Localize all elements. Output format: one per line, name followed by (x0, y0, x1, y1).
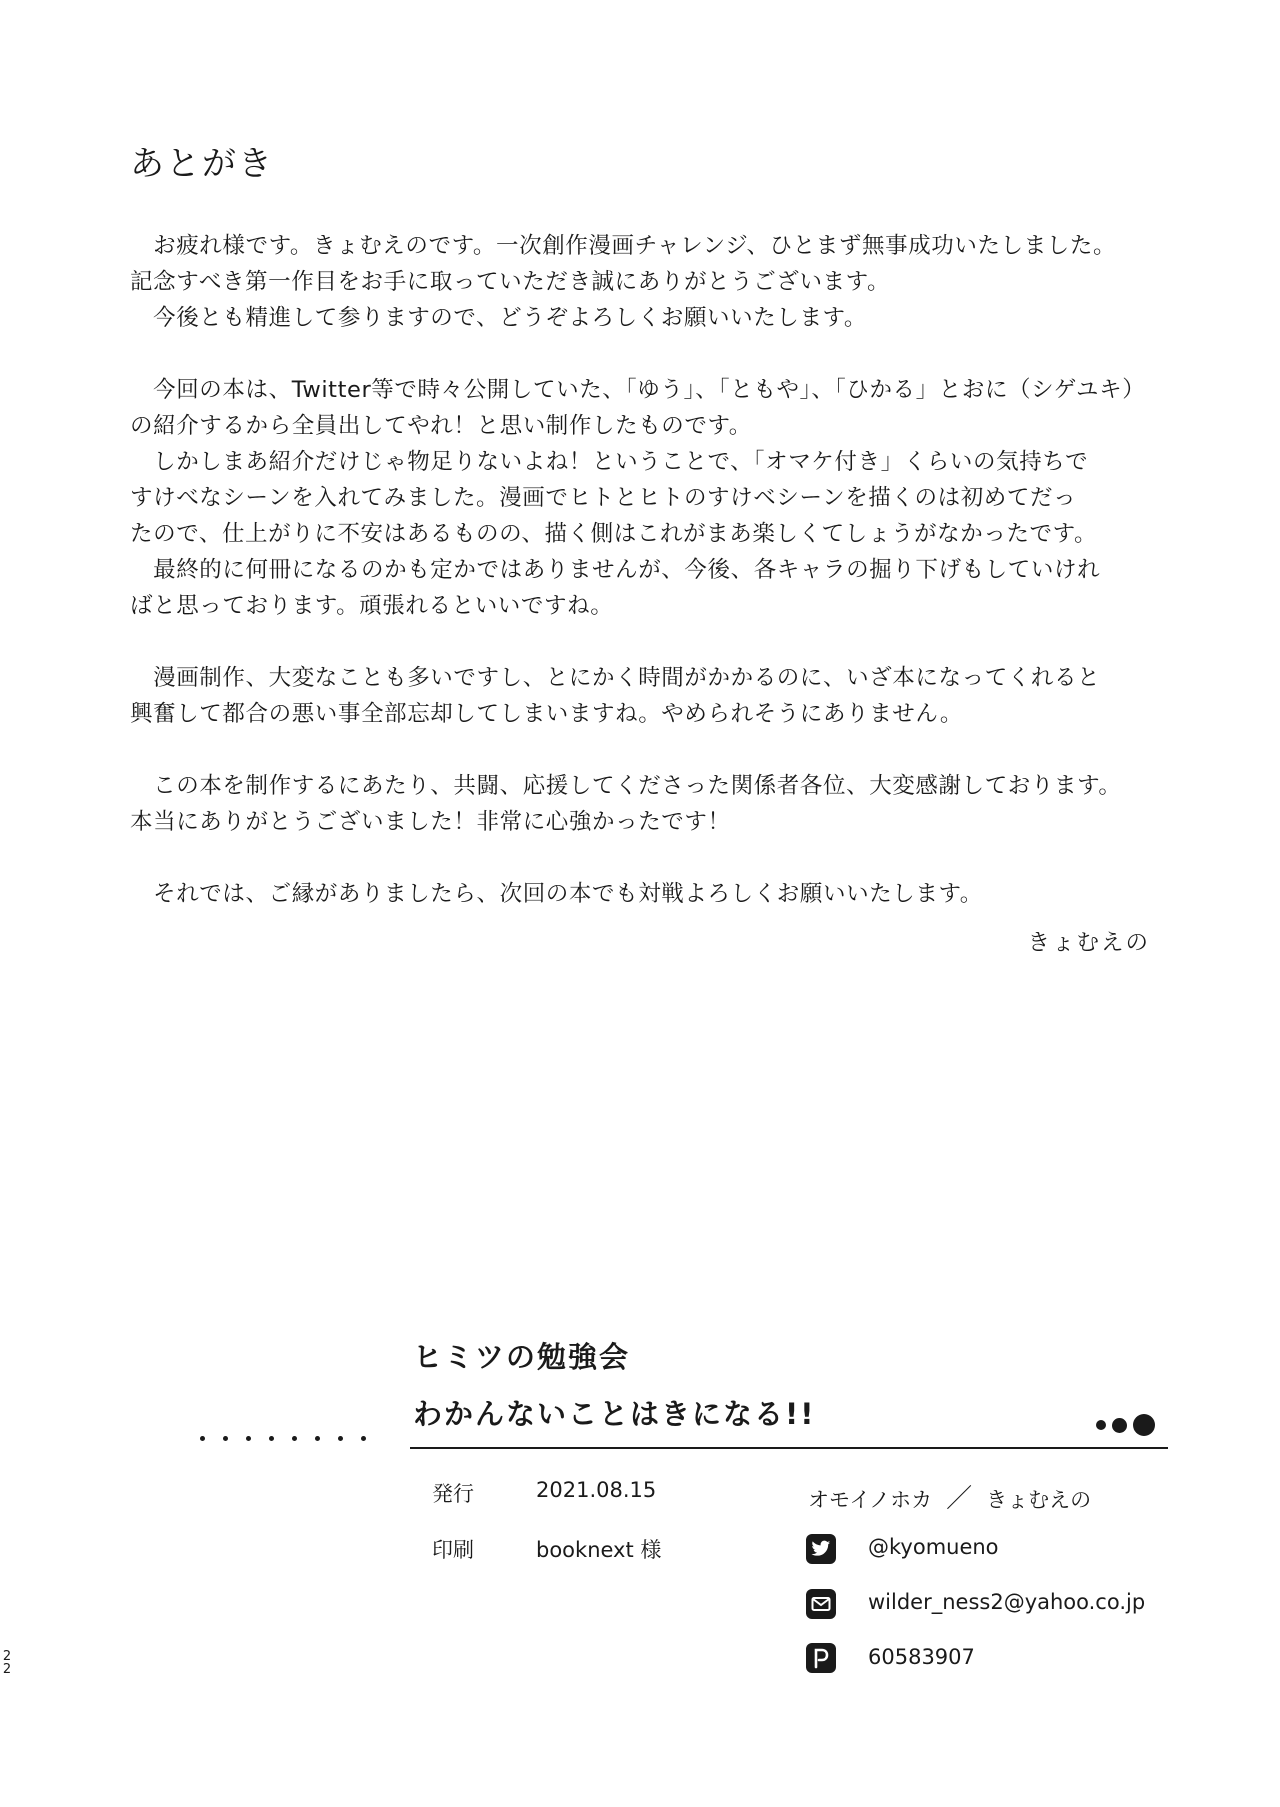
text-line: 今後とも精進して参りますので、どうぞよろしくお願いいたします。 (130, 305, 867, 331)
dot (292, 1436, 297, 1441)
pixiv-icon (806, 1643, 836, 1673)
text-line: ばと思っております。頑張れるといいですね。 (130, 593, 614, 619)
text-line: 興奮して都合の悪い事全部忘却してしまいますね。やめられそうにありません。 (130, 701, 963, 727)
text-line: 本当にありがとうございました！非常に心強かったです！ (130, 809, 731, 835)
twitter-handle[interactable]: @kyomueno (868, 1535, 999, 1559)
book-title: ヒミツの勉強会 (413, 1340, 631, 1374)
book-subtitle: わかんないことはきになる!! (413, 1397, 816, 1431)
pixiv-id[interactable]: 60583907 (868, 1645, 975, 1669)
text-line: この本を制作するにあたり、共闘、応援してくださった関係者各位、大変感謝しております。 (130, 773, 1122, 799)
text-line: 最終的に何冊になるのかも定かではありませんが、今後、各キャラの掘り下げもしていけれ (130, 557, 1101, 583)
text-line: お疲れ様です。きょむえのです。一次創作漫画チャレンジ、ひとまず無事成功いたしました。 (130, 233, 1117, 259)
mail-icon (806, 1589, 836, 1619)
author-name: きょむえの (986, 1488, 1092, 1512)
dot (1112, 1418, 1127, 1433)
paragraph (130, 660, 1170, 732)
text-line: それでは、ご縁がありましたら、次回の本でも対戦よろしくお願いいたします。 (130, 881, 983, 907)
printer-name: booknext 様 (536, 1538, 662, 1562)
dot (269, 1436, 274, 1441)
dot (1096, 1420, 1106, 1430)
separator: ／ (946, 1484, 973, 1514)
paragraph (130, 768, 1170, 840)
dot (315, 1436, 320, 1441)
text-line: すけべなシーンを入れてみました。漫画でヒトとヒトのすけベシーンを描くのは初めてだっ (130, 485, 1077, 511)
circle-name: オモイノホカ (808, 1488, 933, 1512)
twitter-icon (806, 1534, 836, 1564)
print-label: 印刷 (432, 1538, 474, 1562)
text-line: しかしまあ紹介だけじゃ物足りないよね！ということで、「オマケ付き」くらいの気持ちで (130, 449, 1089, 475)
paragraph (130, 876, 1170, 912)
colophon-divider (410, 1447, 1168, 1449)
dot (361, 1436, 366, 1441)
afterword-heading: あとがき (130, 144, 274, 184)
dot (1133, 1414, 1155, 1436)
email-address[interactable]: wilder_ness2@yahoo.co.jp (868, 1590, 1146, 1614)
dot (338, 1436, 343, 1441)
text-line: 漫画制作、大変なことも多いですし、とにかく時間がかかるのに、いざ本になってくれると (130, 665, 1101, 691)
paragraph (130, 228, 1170, 336)
signature: きょむえの (1027, 930, 1150, 956)
publish-label: 発行 (432, 1482, 474, 1506)
circle-author (808, 1478, 1091, 1515)
dotted-leader (200, 1436, 366, 1441)
text-line: たので、仕上がりに不安はあるものの、描く側はこれがまあ楽しくてしょうがなかったです。 (130, 521, 1098, 547)
text-line: 今回の本は、Twitter等で時々公開していた、「ゆう」、「ともや」、「ひかる」とおに（シゲユキ） (130, 377, 1146, 403)
text-line: の紹介するから全員出してやれ！と思い制作したものです。 (130, 413, 752, 439)
text-line: 記念すべき第一作目をお手に取っていただき誠にありがとうございます。 (130, 269, 891, 295)
dot (200, 1436, 205, 1441)
page-number: 22 (2, 1649, 12, 1677)
afterword-body (130, 228, 1170, 948)
dot (223, 1436, 228, 1441)
publish-date: 2021.08.15 (536, 1478, 657, 1502)
dot (246, 1436, 251, 1441)
paragraph (130, 372, 1170, 624)
ellipsis-dots-ornament (1096, 1414, 1155, 1436)
